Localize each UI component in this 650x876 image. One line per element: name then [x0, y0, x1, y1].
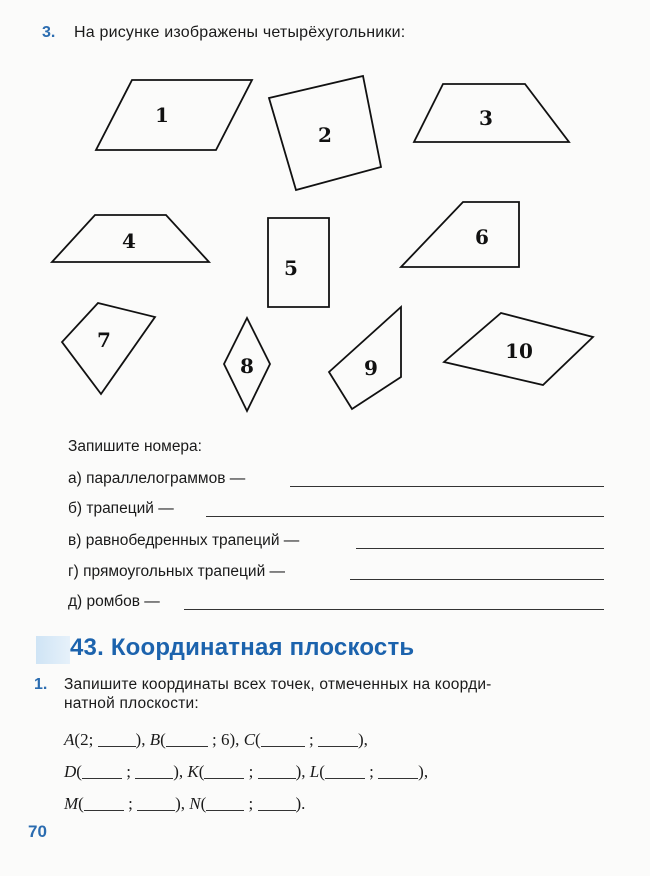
point-m-letter: M [64, 794, 79, 813]
question-trapezoids: б) трапеций — [68, 500, 174, 517]
blank-c-x[interactable] [261, 732, 305, 747]
blank-b-x[interactable] [166, 732, 208, 747]
task-3-text: На рисунке изображены четырёхугольники: [74, 24, 406, 41]
question-right-trapezoids: г) прямоугольных трапеций — [68, 563, 286, 580]
answer-line-trapezoids[interactable] [206, 516, 604, 517]
question-isosceles-trapezoids: в) равнобедренных трапеций — [68, 532, 300, 549]
point-c-letter: C [243, 730, 256, 749]
blank-n-x[interactable] [206, 796, 244, 811]
quadrilateral-1 [96, 80, 252, 150]
quadrilateral-6 [401, 202, 519, 267]
shape-label-7: 7 [97, 328, 111, 352]
point-a-letter: A [64, 730, 75, 749]
blank-k-x[interactable] [204, 764, 244, 779]
shape-label-2: 2 [318, 123, 332, 147]
point-n-letter: N [189, 794, 201, 813]
shape-label-3: 3 [479, 106, 493, 130]
quadrilateral-5 [268, 218, 329, 307]
point-l-letter: L [309, 762, 320, 781]
coordinates-line-3: M( ; ), N( ; ). [64, 794, 306, 813]
coordinates-line-2: D( ; ), K( ; ), L( ; ), [64, 762, 429, 781]
blank-m-y[interactable] [137, 796, 175, 811]
shape-label-5: 5 [284, 256, 298, 280]
question-rhombuses: д) ромбов — [68, 593, 160, 610]
blank-c-y[interactable] [318, 732, 358, 747]
blank-m-x[interactable] [84, 796, 124, 811]
task-1-text-line1: Запишите координаты всех точек, отмеченных на коорди- [64, 676, 492, 693]
coordinates-line-1: A(2; ), B( ; 6), C( ; ), [64, 730, 368, 749]
shape-label-10: 10 [505, 339, 533, 363]
blank-l-y[interactable] [378, 764, 418, 779]
answer-line-isosceles-trapezoids[interactable] [356, 548, 604, 549]
shape-label-6: 6 [475, 225, 489, 249]
shape-label-8: 8 [240, 354, 254, 378]
point-b-letter: B [149, 730, 161, 749]
shape-label-4: 4 [122, 229, 136, 253]
answer-line-right-trapezoids[interactable] [350, 579, 604, 580]
blank-d-x[interactable] [82, 764, 122, 779]
task-1-number: 1. [34, 676, 48, 693]
shape-label-1: 1 [155, 103, 169, 127]
blank-l-x[interactable] [325, 764, 365, 779]
task-3-number: 3. [42, 24, 56, 41]
section-accent-bar [36, 636, 70, 664]
answer-prompt: Запишите номера: [68, 438, 202, 455]
point-d-letter: D [64, 762, 77, 781]
task-1-text-line2: натной плоскости: [64, 695, 199, 712]
blank-n-y[interactable] [258, 796, 296, 811]
answer-line-parallelograms[interactable] [290, 486, 604, 487]
blank-d-y[interactable] [135, 764, 173, 779]
shape-label-9: 9 [364, 356, 378, 380]
blank-k-y[interactable] [258, 764, 296, 779]
section-title: 43. Координатная плоскость [70, 634, 415, 661]
blank-a-y[interactable] [98, 732, 136, 747]
point-a-x: 2 [80, 730, 89, 749]
answer-line-rhombuses[interactable] [184, 609, 604, 610]
page-number: 70 [28, 822, 47, 841]
point-b-y: 6 [221, 730, 230, 749]
point-k-letter: K [187, 762, 199, 781]
quadrilaterals-figure [0, 0, 650, 430]
question-parallelograms: а) параллелограммов — [68, 470, 246, 487]
